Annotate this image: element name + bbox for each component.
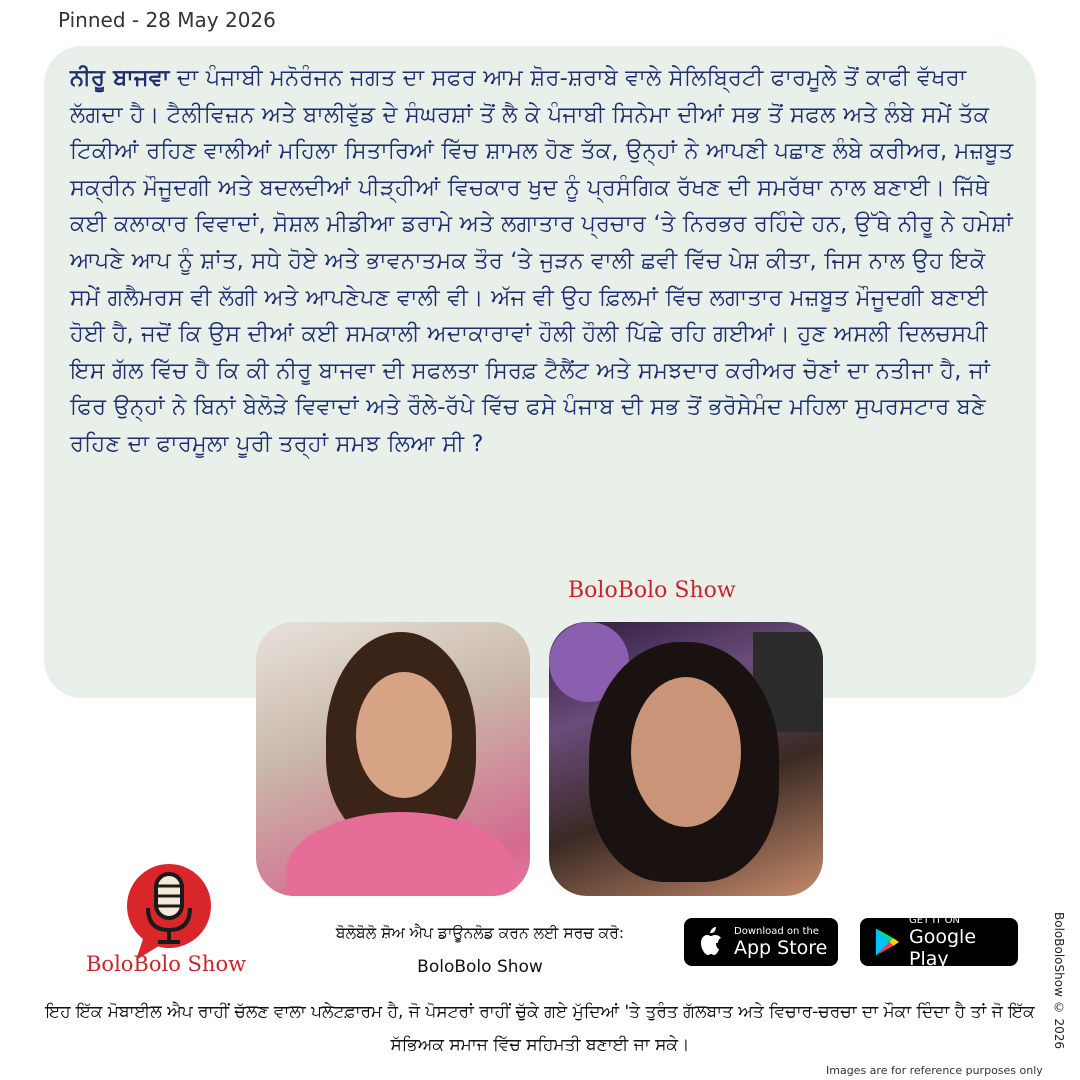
google-play-button[interactable] bbox=[860, 914, 1018, 970]
download-prompt-text: ਬੋਲੋਬੋਲੋ ਸ਼ੋਅ ਐਪ ਡਾਊਨਲੋਡ ਕਰਨ ਲਈ ਸਰਚ ਕਰੋ: bbox=[335, 924, 625, 942]
google-play-big: Google Play bbox=[909, 925, 977, 970]
app-store-big: App Store bbox=[734, 936, 828, 959]
article-lead-name: ਨੀਰੂ ਬਾਜਵਾ bbox=[70, 65, 170, 91]
reference-note: Images are for reference purposes only bbox=[826, 1064, 1043, 1077]
pinned-date: Pinned - 28 May 2026 bbox=[58, 8, 276, 32]
article-body: ਦਾ ਪੰਜਾਬੀ ਮਨੋਰੰਜਨ ਜਗਤ ਦਾ ਸਫਰ ਆਮ ਸ਼ੋਰ-ਸ਼ਰਾਬੇ ਵਾਲੇ ਸੇਲਿਬ੍ਰਿਟੀ ਫਾਰਮੂਲੇ ਤੋਂ ਕਾਫੀ ਵੱਖਰਾ ਲੱਗਦਾ ਹੈ। ਟੈਲੀਵਿਜ਼ਨ ਅਤੇ ਬਾਲੀਵੁੱਡ ਦੇ ਸੰਘਰਸ਼ਾਂ ਤੋਂ ਲੈ ਕੇ ਪੰਜਾਬੀ ਸਿਨੇਮਾ ਦੀਆਂ ਸਭ ਤੋਂ ਸਫਲ ਅਤੇ ਲੰਬੇ ਸਮੇਂ ਤੱਕ ਟਿਕੀਆਂ ਰਹਿਣ ਵਾਲੀਆਂ ਮਹਿਲਾ ਸਿਤਾਰਿਆਂ ਵਿੱਚ ਸ਼ਾਮਲ ਹੋਣ ਤੱਕ, ਉਨ੍ਹਾਂ ਨੇ ਆਪਣੀ ਪਛਾਣ ਲੰਬੇ ਕਰੀਅਰ, ਮਜ਼ਬੂਤ ਸਕ੍ਰੀਨ ਮੌਜੂਦਗੀ ਅਤੇ ਬਦਲਦੀਆਂ ਪੀੜ੍ਹੀਆਂ ਵਿਚਕਾਰ ਖੁਦ ਨੂੰ ਪ੍ਰਸੰਗਿਕ ਰੱਖਣ ਦੀ ਸਮਰੱਥਾ ਨਾਲ ਬਣਾਈ। ਜਿੱਥੇ ਕਈ ਕਲਾਕਾਰ ਵਿਵਾਦਾਂ, ਸੋਸ਼ਲ ਮੀਡੀਆ ਡਰਾਮੇ ਅਤੇ ਲਗਾਤਾਰ ਪ੍ਰਚਾਰ ‘ਤੇ ਨਿਰਭਰ ਰਹਿੰਦੇ ਹਨ, ਉੱਥੇ ਨੀਰੂ ਨੇ ਹਮੇਸ਼ਾਂ ਆਪਣੇ ਆਪ ਨੂੰ ਸ਼ਾਂਤ, ਸਧੇ ਹੋਏ ਅਤੇ ਭਾਵਨਾਤਮਕ ਤੌਰ ‘ਤੇ ਜੁੜਨ ਵਾਲੀ ਛਵੀ ਵਿੱਚ ਪੇਸ਼ ਕੀਤਾ, ਜਿਸ ਨਾਲ ਉਹ ਇਕੋ ਸਮੇਂ ਗਲੈਮਰਸ ਵੀ ਲੱਗੀ ਅਤੇ ਆਪਣੇਪਣ ਵਾਲੀ ਵੀ। ਅੱਜ ਵੀ ਉਹ ਫ਼ਿਲਮਾਂ ਵਿੱਚ ਲਗਾਤਾਰ ਮਜ਼ਬੂਤ ਮੌਜੂਦਗੀ ਬਣਾਈ ਹੋਈ ਹੈ, ਜਦੋਂ ਕਿ ਉਸ ਦੀਆਂ ਕਈ ਸਮਕਾਲੀ ਅਦਾਕਾਰਾਵਾਂ ਹੌਲੀ ਹੌਲੀ ਪਿੱਛੇ ਰਹਿ ਗਈਆਂ। ਹੁਣ ਅਸਲੀ ਦਿਲਚਸਪੀ ਇਸ ਗੱਲ ਵਿੱਚ ਹੈ ਕਿ ਕੀ ਨੀਰੂ ਬਾਜਵਾ ਦੀ ਸਫਲਤਾ ਸਿਰਫ਼ ਟੈਲੈਂਟ ਅਤੇ ਸਮਝਦਾਰ ਕਰੀਅਰ ਚੋਣਾਂ ਦਾ ਨਤੀਜਾ ਹੈ, ਜਾਂ ਫਿਰ ਉਨ੍ਹਾਂ ਨੇ ਬਿਨਾਂ ਬੇਲੋੜੇ ਵਿਵਾਦਾਂ ਅਤੇ ਰੌਲੇ-ਰੱਪੇ ਵਿੱਚ ਫਸੇ ਪੰਜਾਬ ਦੀ ਸਭ ਤੋਂ ਭਰੋਸੇਮੰਦ ਮਹਿਲਾ ਸੁਪਰਸਟਾਰ ਬਣੇ ਰਹਿਣ ਦਾ ਫਾਰਮੂਲਾ ਪੂਰੀ ਤਰ੍ਹਾਂ ਸਮਝ ਲਿਆ ਸੀ ? bbox=[70, 65, 1014, 457]
photo-right bbox=[549, 622, 823, 896]
app-store-small: Download on the bbox=[734, 925, 819, 937]
platform-description: ਇਹ ਇੱਕ ਮੋਬਾਈਲ ਐਪ ਰਾਹੀਂ ਚੱਲਣ ਵਾਲਾ ਪਲੇਟਫ਼ਾਰਮ ਹੈ, ਜੋ ਪੋਸਟਰਾਂ ਰਾਹੀਂ ਚੁੱਕੇ ਗਏ ਮੁੱਦਿਆਂ 'ਤੇ ਤੁਰੰਤ ਗੱਲਬਾਤ ਅਤੇ ਵਿਚਾਰ-ਚਰਚਾ ਦਾ ਮੌਕਾ ਦਿੰਦਾ ਹੈ ਤਾਂ ਜੋ ਇੱਕ ਸੱਭਿਅਕ ਸਮਾਜ ਵਿੱਚ ਸਹਿਮਤੀ ਬਣਾਈ ਜਾ ਸਕੇ। bbox=[45, 1002, 1035, 1055]
apple-icon bbox=[696, 926, 726, 958]
download-app-name: BoloBolo Show bbox=[417, 957, 543, 977]
brand-watermark: BoloBolo Show bbox=[568, 578, 736, 603]
copyright-vertical: BoloBoloShow © 2026 bbox=[1052, 912, 1066, 1050]
article-text bbox=[70, 60, 1020, 463]
app-store-button[interactable] bbox=[684, 918, 838, 966]
download-prompt bbox=[292, 920, 668, 980]
logo-text: BoloBolo Show bbox=[86, 952, 247, 976]
google-play-icon bbox=[872, 926, 901, 958]
photo-left bbox=[256, 622, 530, 896]
google-play-small: GET IT ON bbox=[909, 914, 960, 926]
